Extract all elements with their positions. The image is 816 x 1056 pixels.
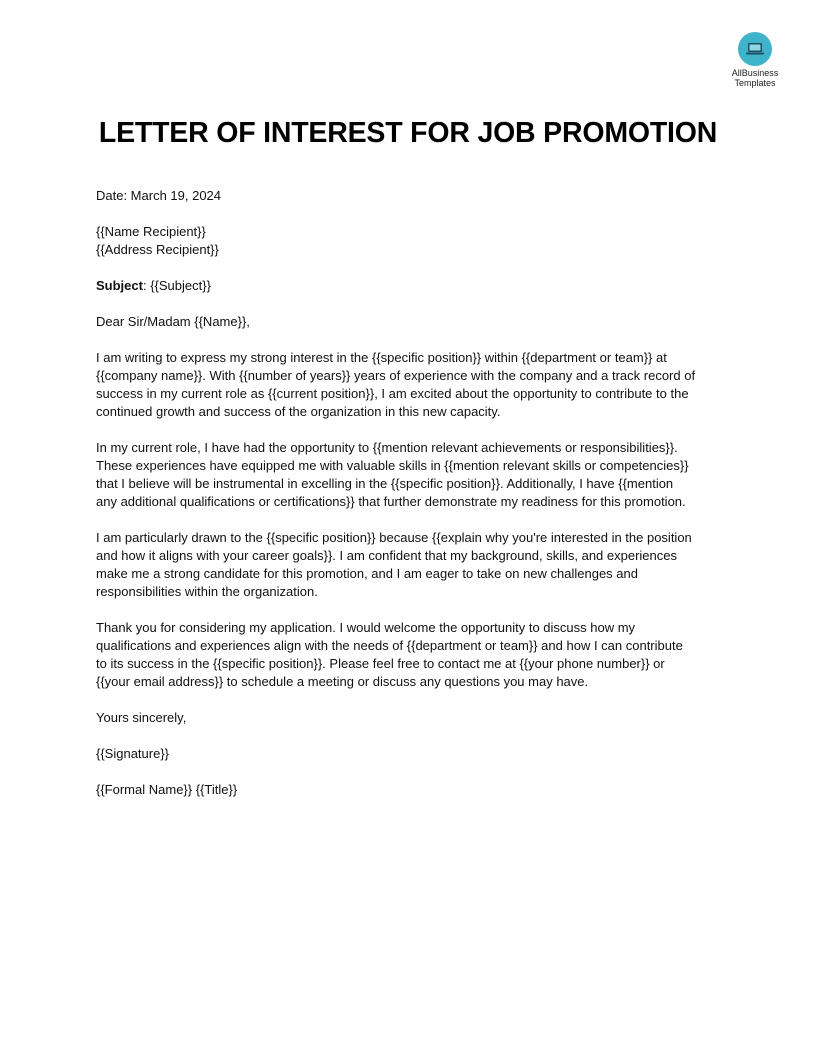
letter-body: [96, 187, 726, 799]
paragraph-line: make me a strong candidate for this promotion, and I am eager to take on new challenges and: [96, 566, 638, 581]
formal-name-title: {{Formal Name}} {{Title}}: [96, 782, 238, 797]
paragraph-line: success in my current role as {{current position}}, I am excited about the opportunity to contribute to the: [96, 386, 689, 401]
logo-text: [722, 68, 788, 88]
laptop-icon-graphic: [745, 41, 765, 57]
signature: {{Signature}}: [96, 746, 170, 761]
paragraph-4: [96, 619, 726, 691]
letter-date: Date: March 19, 2024: [96, 188, 222, 203]
logo-line-2: Templates: [734, 78, 776, 88]
paragraph-line: to its success in the {{specific position}}. Please feel free to contact me at {{your phone number}} or: [96, 656, 665, 671]
paragraph-line: qualifications and experiences align with the needs of {{department or team}} and how I can contribute: [96, 638, 683, 653]
paragraph-3: [96, 529, 726, 601]
paragraph-line: I am writing to express my strong interest in the {{specific position}} within {{department or team}} at: [96, 350, 667, 365]
salutation: Dear Sir/Madam {{Name}},: [96, 314, 250, 329]
paragraph-line: I am particularly drawn to the {{specific position}} because {{explain why you're interested in the position: [96, 530, 692, 545]
paragraph-line: {{company name}}. With {{number of years}} years of experience with the company and a track record of: [96, 368, 696, 383]
paragraph-1: [96, 349, 726, 421]
paragraph-2: [96, 439, 726, 511]
closing: Yours sincerely,: [96, 710, 187, 725]
paragraph-line: any additional qualifications or certifications}} that further demonstrate my readiness for this promotion.: [96, 494, 686, 509]
paragraph-line: These experiences have equipped me with valuable skills in {{mention relevant skills or competencies}}: [96, 458, 689, 473]
recipient-address: {{Address Recipient}}: [96, 242, 219, 257]
paragraph-line: and how it aligns with your career goals}}. I am confident that my background, skills, and experiences: [96, 548, 677, 563]
paragraph-line: responsibilities within the organization.: [96, 584, 318, 599]
paragraph-line: In my current role, I have had the opportunity to {{mention relevant achievements or responsibilities}}.: [96, 440, 678, 455]
laptop-icon: [738, 32, 772, 66]
subject-label: Subject: [96, 278, 143, 293]
subject-value: : {{Subject}}: [142, 278, 211, 293]
subject-line: [96, 277, 726, 295]
recipient-name: {{Name Recipient}}: [96, 224, 206, 239]
paragraph-line: {{your email address}} to schedule a meeting or discuss any questions you may have.: [96, 674, 589, 689]
document-title: LETTER OF INTEREST FOR JOB PROMOTION: [98, 117, 718, 149]
paragraph-line: Thank you for considering my application. I would welcome the opportunity to discuss how my: [96, 620, 636, 635]
allbusiness-templates-logo: [722, 32, 788, 88]
logo-line-1: AllBusiness: [731, 68, 779, 78]
paragraph-line: continued growth and success of the organization in this new capacity.: [96, 404, 501, 419]
paragraph-line: that I believe will be instrumental in excelling in the {{specific position}}. Additionally, I have {{mention: [96, 476, 674, 491]
